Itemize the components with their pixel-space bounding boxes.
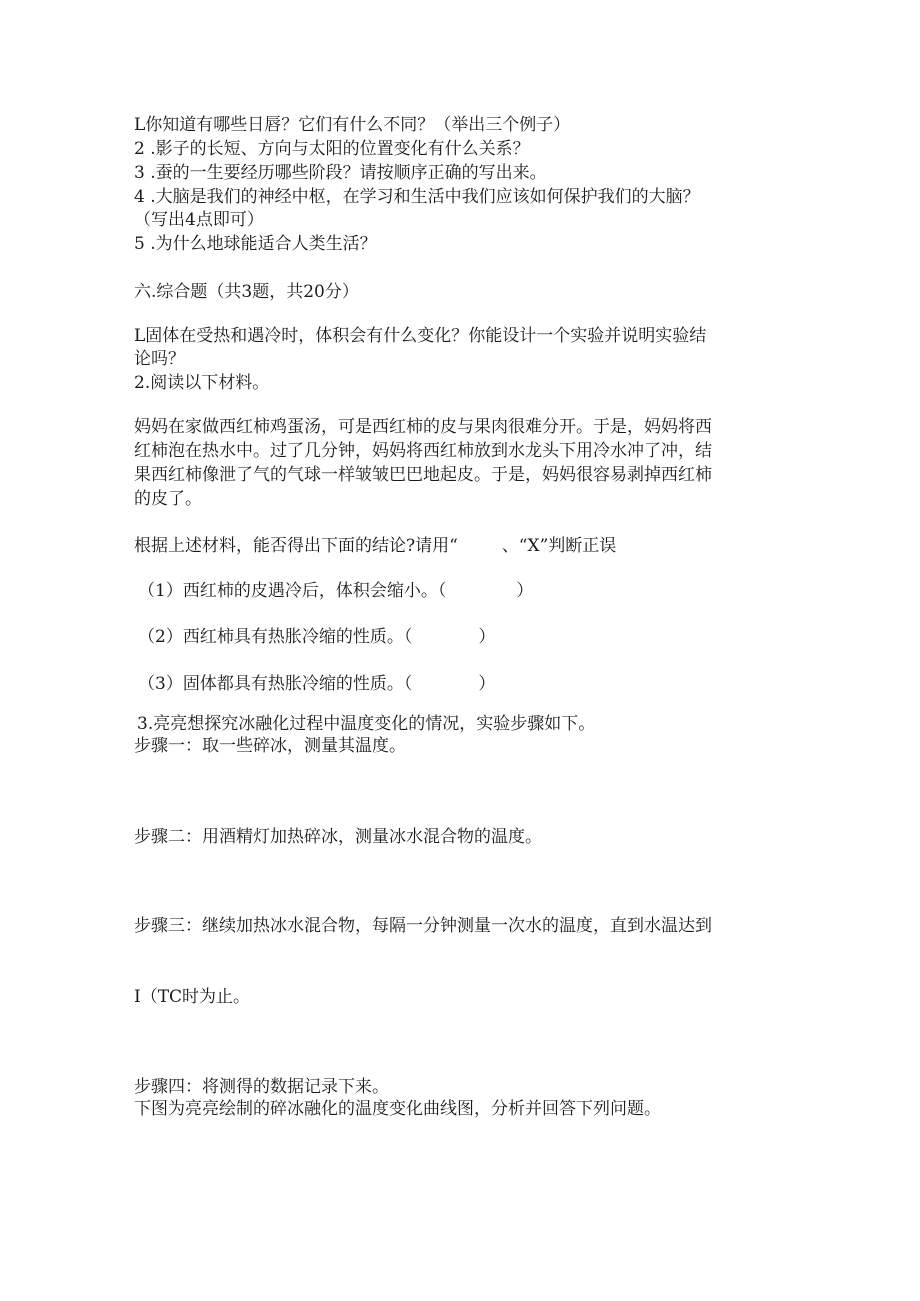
judge-item-1-text: （1）西红柿的皮遇冷后，体积会缩小。（ bbox=[138, 581, 447, 601]
material-line-1: 妈妈在家做西红柿鸡蛋汤，可是西红柿的皮与果肉很难分开。于是，妈妈将西 bbox=[134, 417, 712, 437]
judge-item-2-close: ） bbox=[478, 627, 496, 647]
question-5-3: 3 .蚕的一生要经历哪些阶段？请按顺序正确的写出来。 bbox=[134, 163, 547, 183]
question-5-2: 2 .影子的长短、方向与太阳的位置变化有什么关系？ bbox=[134, 139, 530, 159]
step-3-line2: I（TC时为止。 bbox=[134, 987, 251, 1007]
judge-item-1-close: ） bbox=[516, 581, 534, 601]
question-5-1: L你知道有哪些日唇？它们有什么不同？（举出三个例子） bbox=[134, 115, 571, 135]
question-6-1-line1: L固体在受热和遇冷时，体积会有什么变化？你能设计一个实验并说明实验结 bbox=[134, 326, 707, 346]
question-6-1-line2: 论吗？ bbox=[134, 349, 185, 369]
section-6-heading: 六.综合题（共3题，共20分） bbox=[134, 282, 359, 302]
judge-item-3-text: （3）固体都具有热胀冷缩的性质。（ bbox=[138, 674, 413, 694]
step-2: 步骤二：用酒精灯加热碎冰，测量冰水混合物的温度。 bbox=[134, 827, 542, 847]
question-5-5: 5 .为什么地球能适合人类生活？ bbox=[134, 234, 377, 254]
question-6-2-title: 2.阅读以下材料。 bbox=[134, 373, 270, 393]
judge-item-2 bbox=[138, 626, 495, 648]
judge-instruction bbox=[134, 535, 616, 557]
judge-item-3-close: ） bbox=[478, 674, 496, 694]
question-5-4-line1: 4 .大脑是我们的神经中枢，在学习和生活中我们应该如何保护我们的大脑？ bbox=[134, 187, 700, 207]
material-line-2: 红柿泡在热水中。过了几分钟，妈妈将西红柿放到水龙头下用冷水冲了冲，结 bbox=[134, 441, 712, 461]
judge-instruction-part2: 、“X”判断正误 bbox=[501, 536, 617, 556]
question-6-3-intro: 3.亮亮想探究冰融化过程中温度变化的情况，实验步骤如下。 bbox=[137, 714, 596, 734]
judge-item-3 bbox=[138, 673, 495, 695]
material-line-4: 的皮了。 bbox=[134, 489, 202, 509]
judge-item-1 bbox=[138, 580, 533, 602]
chart-intro: 下图为亮亮绘制的碎冰融化的温度变化曲线图，分析并回答下列问题。 bbox=[134, 1099, 661, 1119]
step-3-line1: 步骤三：继续加热冰水混合物，每隔一分钟测量一次水的温度，直到水温达到 bbox=[134, 916, 712, 936]
material-line-3: 果西红柿像泄了气的气球一样皱皱巴巴地起皮。于是，妈妈很容易剥掉西红柿 bbox=[134, 465, 712, 485]
question-5-4-line2: （写出4点即可） bbox=[134, 210, 264, 230]
step-1: 步骤一：取一些碎冰，测量其温度。 bbox=[134, 736, 406, 756]
judge-item-2-text: （2）西红柿具有热胀冷缩的性质。（ bbox=[138, 627, 413, 647]
judge-instruction-part1: 根据上述材料，能否得出下面的结论?请用“ bbox=[134, 536, 458, 556]
step-4: 步骤四：将测得的数据记录下来。 bbox=[134, 1077, 389, 1097]
